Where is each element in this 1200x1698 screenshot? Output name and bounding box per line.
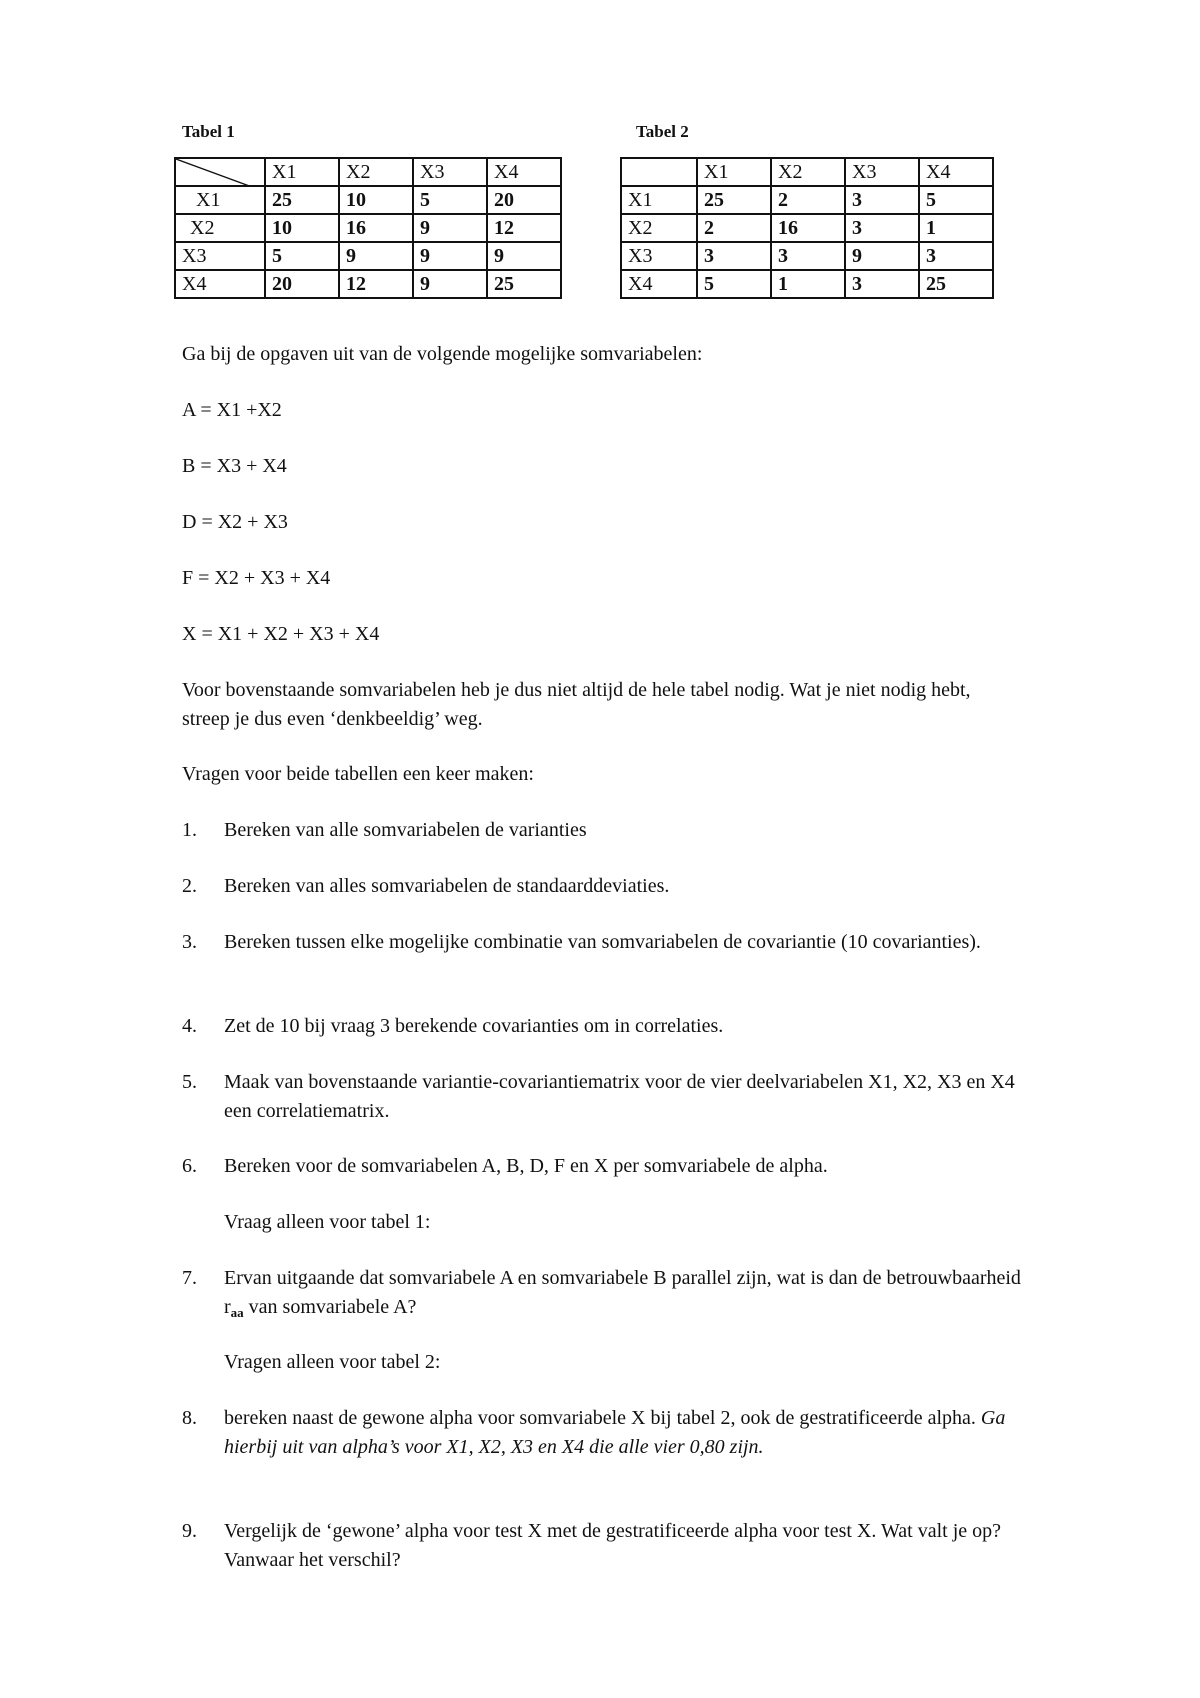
table2-col-header: X4 [919, 158, 993, 186]
formula-f: F = X2 + X3 + X4 [182, 567, 331, 589]
table1-cell: 5 [413, 186, 487, 214]
table2-cell: 9 [845, 242, 919, 270]
note-text: Voor bovenstaande somvariabelen heb je dus niet altijd de hele tabel nodig. Wat je niet nodig hebt, streep je dus even ‘denkbeeldig’ weg. [182, 679, 971, 730]
table2-row-label: X1 [621, 186, 697, 214]
table2-cell: 2 [697, 214, 771, 242]
question-number: 5. [182, 1071, 197, 1093]
table1-header-row [175, 158, 561, 186]
table1-row [175, 270, 561, 298]
formula-b: B = X3 + X4 [182, 455, 287, 477]
table2-col-header: X2 [771, 158, 845, 186]
question-number: 4. [182, 1015, 197, 1037]
table1 [174, 157, 562, 299]
table1-col-header: X2 [339, 158, 413, 186]
formula-a: A = X1 +X2 [182, 399, 282, 421]
table2-cell: 5 [697, 270, 771, 298]
question-number: 3. [182, 931, 197, 953]
table1-col-header: X1 [265, 158, 339, 186]
question-text-part: bereken naast de gewone alpha voor somvariabele X bij tabel 2, ook de gestratificeerde alpha. [224, 1407, 981, 1429]
table1-col-header: X3 [413, 158, 487, 186]
table2-row [621, 186, 993, 214]
question-text: Zet de 10 bij vraag 3 berekende covarianties om in correlaties. [224, 1015, 724, 1037]
question-number: 8. [182, 1407, 197, 1429]
table1-cell: 9 [413, 242, 487, 270]
table2-cell: 3 [845, 186, 919, 214]
subscript-aa: aa [230, 1305, 244, 1320]
question-text: Bereken van alle somvariabelen de varianties [224, 819, 587, 841]
table2-cell: 3 [845, 270, 919, 298]
table2-row [621, 214, 993, 242]
questions-intro: Vragen voor beide tabellen een keer maken: [182, 763, 534, 785]
question-text: Vergelijk de ‘gewone’ alpha voor test X met de gestratificeerde alpha voor test X. Wat valt je op? Vanwaar het verschil? [224, 1520, 1002, 1571]
table1-row-label: X1 [175, 186, 265, 214]
table1-row-label: X2 [175, 214, 265, 242]
table2-row [621, 242, 993, 270]
table1-row [175, 186, 561, 214]
table1-cell: 9 [413, 270, 487, 298]
table1-cell: 9 [413, 214, 487, 242]
question-text [224, 1264, 1024, 1327]
table2-cell: 16 [771, 214, 845, 242]
question-text: Bereken van alles somvariabelen de standaarddeviaties. [224, 875, 670, 897]
table2-header-row [621, 158, 993, 186]
formula-d: D = X2 + X3 [182, 511, 288, 533]
question-text: Bereken voor de somvariabelen A, B, D, F en X per somvariabele de alpha. [224, 1155, 828, 1177]
question-text-part: van somvariabele A? [243, 1296, 417, 1318]
diagonal-line-icon [176, 159, 252, 187]
question-text [224, 1404, 1024, 1462]
table2-corner-cell [621, 158, 697, 186]
question-text-italic: Ga hierbij uit van alpha’s voor X1, X2, X3 en X4 die alle vier 0,80 zijn. [224, 1407, 1006, 1458]
table2-row [621, 270, 993, 298]
table1-cell: 10 [265, 214, 339, 242]
table1-title: Tabel 1 [182, 122, 235, 141]
table2-cell: 1 [771, 270, 845, 298]
table2-cell: 3 [697, 242, 771, 270]
table2 [620, 157, 994, 299]
question-number: 9. [182, 1520, 197, 1542]
question-text: Maak van bovenstaande variantie-covariantiematrix voor de vier deelvariabelen X1, X2, X3 en X4 een correlatiematrix. [224, 1071, 1015, 1122]
table1-cell: 9 [487, 242, 561, 270]
section-tabel2: Vragen alleen voor tabel 2: [224, 1351, 441, 1373]
table2-col-header: X3 [845, 158, 919, 186]
table1-cell: 12 [339, 270, 413, 298]
table2-cell: 3 [919, 242, 993, 270]
table2-cell: 2 [771, 186, 845, 214]
table2-cell: 3 [845, 214, 919, 242]
table1-cell: 20 [487, 186, 561, 214]
table2-cell: 25 [919, 270, 993, 298]
table2-row-label: X3 [621, 242, 697, 270]
table1-row-label: X3 [175, 242, 265, 270]
table2-col-header: X1 [697, 158, 771, 186]
question-text: Bereken tussen elke mogelijke combinatie van somvariabelen de covariantie (10 covarianties). [224, 931, 981, 953]
question-text-part: Ervan uitgaande dat somvariabele A en somvariabele B parallel zijn, wat is dan de betrouwbaarheid r [224, 1267, 1021, 1318]
table2-cell: 3 [771, 242, 845, 270]
question-number: 7. [182, 1267, 197, 1289]
table2-title: Tabel 2 [636, 122, 689, 141]
table1-cell: 9 [339, 242, 413, 270]
table1-cell: 16 [339, 214, 413, 242]
table1-cell: 10 [339, 186, 413, 214]
table2-cell: 25 [697, 186, 771, 214]
question-number: 2. [182, 875, 197, 897]
table1-cell: 20 [265, 270, 339, 298]
table1-corner-cell [175, 158, 265, 186]
table2-row-label: X2 [621, 214, 697, 242]
intro-text: Ga bij de opgaven uit van de volgende mogelijke somvariabelen: [182, 343, 703, 365]
question-number: 1. [182, 819, 197, 841]
table1-cell: 5 [265, 242, 339, 270]
table1-col-header: X4 [487, 158, 561, 186]
table2-cell: 5 [919, 186, 993, 214]
table2-cell: 1 [919, 214, 993, 242]
table2-row-label: X4 [621, 270, 697, 298]
table1-row [175, 214, 561, 242]
table1-row [175, 242, 561, 270]
table1-row-label: X4 [175, 270, 265, 298]
section-tabel1: Vraag alleen voor tabel 1: [224, 1211, 431, 1233]
table1-cell: 12 [487, 214, 561, 242]
question-number: 6. [182, 1155, 197, 1177]
table1-cell: 25 [265, 186, 339, 214]
table1-cell: 25 [487, 270, 561, 298]
formula-x: X = X1 + X2 + X3 + X4 [182, 623, 380, 645]
